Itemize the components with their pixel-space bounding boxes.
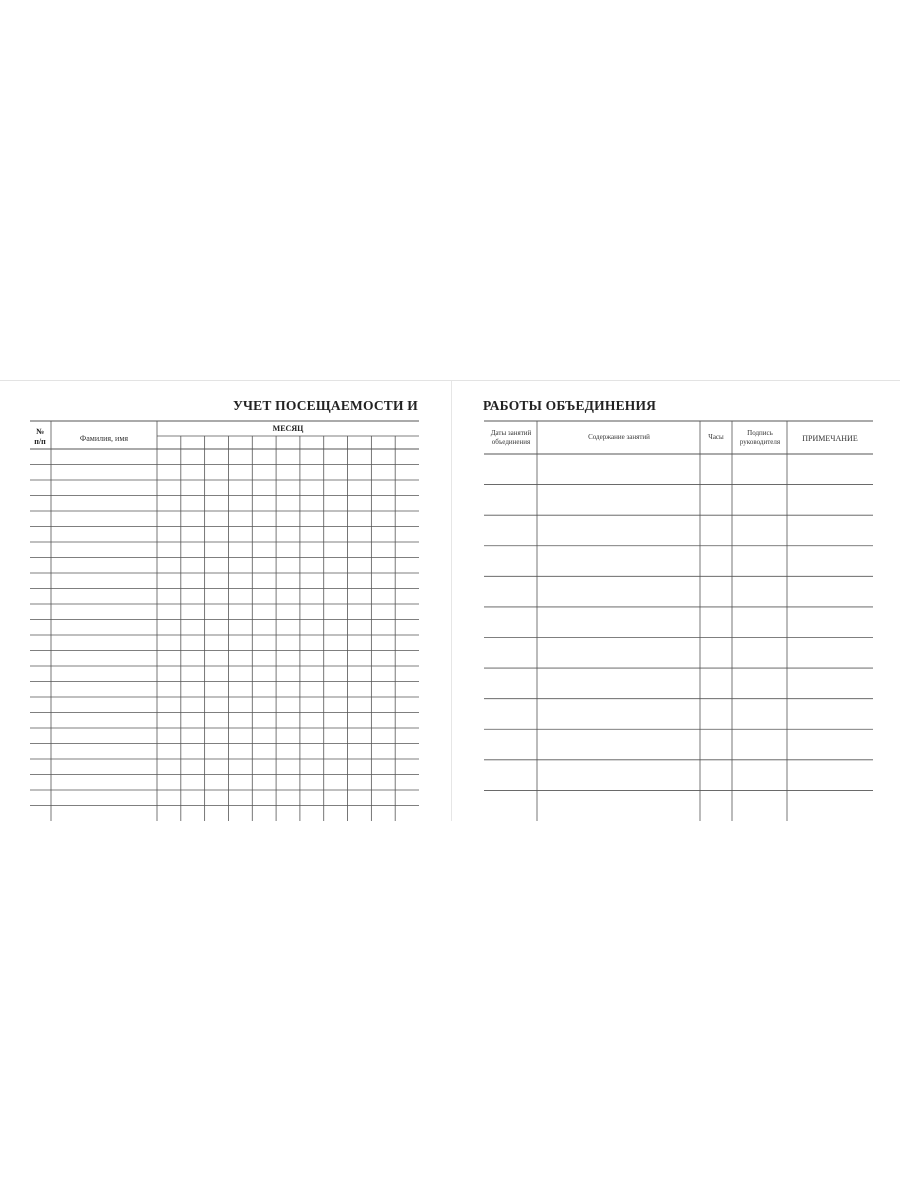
header-month: МЕСЯЦ — [272, 424, 304, 433]
header-number-line1: № — [35, 427, 45, 436]
header-hours: Часы — [708, 433, 724, 441]
right-page — [452, 381, 900, 821]
header-number-line2: п/п — [34, 437, 46, 446]
header-signature-line2: руководителя — [739, 438, 781, 446]
attendance-table — [0, 381, 450, 821]
header-content: Содержание занятий — [588, 433, 650, 441]
journal-spread — [0, 380, 900, 821]
header-dates-line2: объединения — [491, 438, 531, 446]
header-name: Фамилия, имя — [79, 434, 129, 443]
header-note: ПРИМЕЧАНИЕ — [802, 434, 858, 443]
left-page-title: УЧЕТ ПОСЕЩАЕМОСТИ И — [232, 398, 418, 413]
left-page — [0, 381, 450, 821]
work-log-table — [452, 381, 900, 821]
work-log-grid — [484, 421, 873, 821]
attendance-grid — [30, 421, 419, 821]
right-page-title: РАБОТЫ ОБЪЕДИНЕНИЯ — [483, 398, 657, 413]
header-signature-line1: Подпись — [747, 429, 773, 437]
header-dates-line1: Даты занятий — [490, 429, 532, 437]
